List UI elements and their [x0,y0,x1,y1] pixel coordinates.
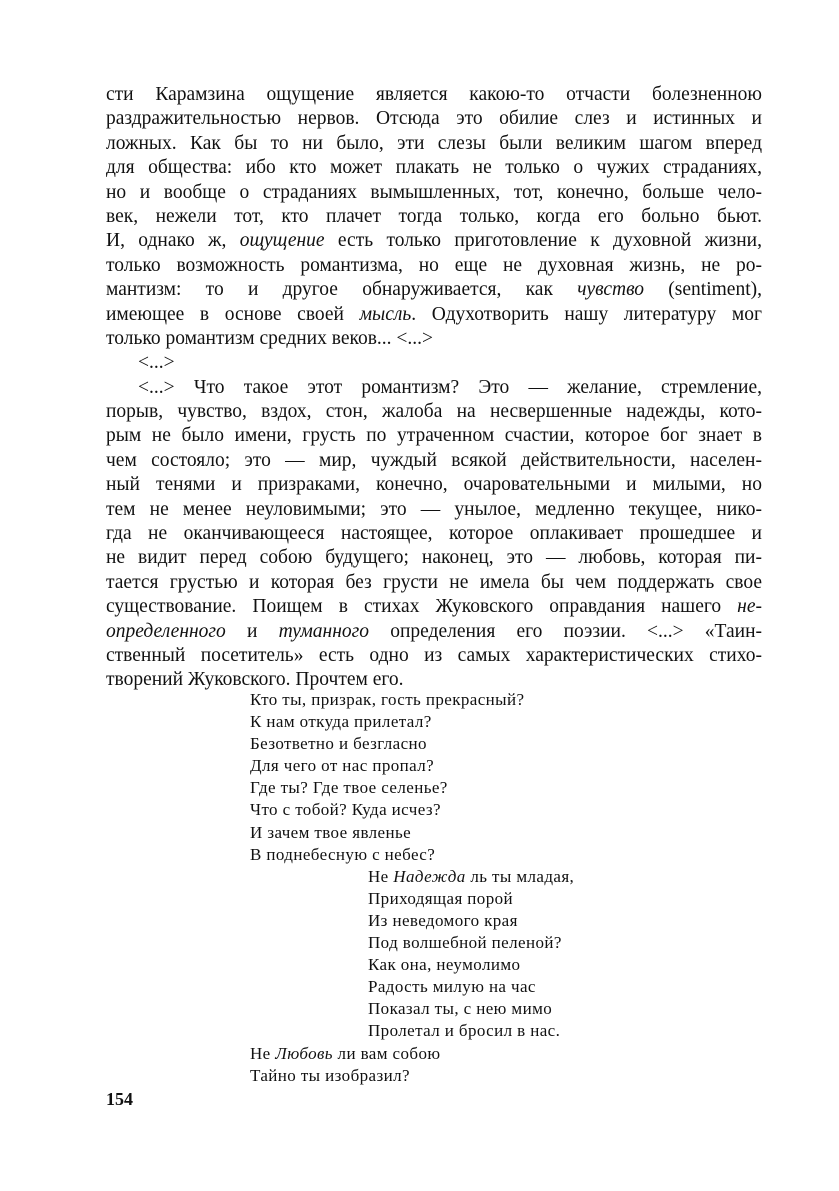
poem-block [250,689,574,1087]
text-run: существование. Поищем в стихах Жуковского оправдания нашего [106,596,738,618]
emphasized-text: Надежда [393,866,466,886]
prose-line: век, нежели тот, кто плачет тогда только, когда его больно бьют. [106,205,762,227]
text-run: Не [368,866,394,886]
prose-line: рым не было имени, грусть по утраченном счастии, которое бог знает в [106,425,762,447]
prose-line: тается грустью и которая без грусти не имела бы чем поддержать свое [106,571,762,593]
verse-line: Кто ты, призрак, гость прекрасный? [250,690,525,709]
prose-line [106,278,762,302]
prose-line: ственный посетитель» есть одно из самых характеристических стихо- [106,644,762,666]
verse-line: Безответно и безгласно [250,734,427,754]
verse-line: В поднебесную с небес? [250,844,436,864]
emphasized-text: ощущение [239,230,325,252]
verse-line [250,1043,574,1065]
emphasized-text: Любовь [275,1043,333,1063]
prose-line: только возможность романтизма, но еще не духовная жизнь, не ро- [106,254,762,276]
prose-line [106,620,762,644]
prose-line: порыв, чувство, вздох, стон, жалоба на несвершенные надежды, кото- [106,401,762,423]
text-run: есть только приготовление к духовной жизни, [324,230,762,252]
verse-line: Что с тобой? Куда исчез? [250,800,441,820]
prose-line: <...> Что такое этот романтизм? Это — желание, стремление, [138,376,762,398]
prose-line: не видит перед собою будущего; наконец, это — любовь, которая пи- [106,547,762,569]
prose-block [106,83,762,693]
verse-line [250,866,574,888]
prose-line [106,595,762,619]
text-run: имеющее в основе своей [106,303,360,325]
text-run: Не [250,1043,276,1063]
verse-line: К нам откуда прилетал? [250,712,432,732]
text-run: мантизм: то и другое обнаруживается, как [106,279,578,301]
verse-line: Радость милую на час [368,977,536,997]
text-run: ли вам собою [332,1043,441,1063]
emphasized-text: чувство [577,279,645,301]
text-run: определения его поэзии. <...> «Таин- [369,620,762,642]
verse-line: Из неведомого края [368,910,518,930]
verse-line: Под волшебной пеленой? [368,933,562,953]
prose-line: только романтизм средних веков... <...> [106,327,434,349]
verse-line: Показал ты, с нею мимо [368,999,553,1019]
text-run: и [225,620,279,642]
verse-line: Пролетал и бросил в нас. [368,1021,561,1041]
prose-line: <...> [138,352,175,374]
emphasized-text: определенного [106,620,226,642]
verse-line: Приходящая порой [368,888,514,908]
emphasized-text: мысль [359,303,412,325]
emphasized-text: не- [737,596,762,618]
verse-line: Тайно ты изобразил? [250,1065,410,1085]
prose-line [106,303,762,327]
prose-line: чем состояло; это — мир, чуждый всякой действительности, населен- [106,449,762,471]
prose-line: раздражительностью нервов. Отсюда это обилие слез и истинных и [106,108,762,130]
emphasized-text: туманного [278,620,370,642]
text-run: И, однако ж, [106,230,240,252]
prose-line [106,229,762,253]
prose-line: ный тенями и призраками, конечно, очаровательными и милыми, но [106,474,762,496]
text-run: . Одухотворить нашу литературу мог [411,303,762,325]
prose-line: но и вообще о страданиях вымышленных, тот, конечно, больше чело- [106,181,762,203]
text-run: ль ты младая, [465,866,575,886]
verse-line: И зачем твое явленье [250,822,412,842]
prose-line: тем не менее неуловимыми; это — унылое, медленно текущее, нико- [106,498,762,520]
verse-line: Как она, неумолимо [368,955,521,975]
text-run: (sentiment), [644,279,762,301]
prose-line: творений Жуковского. Прочтем его. [106,669,404,691]
prose-line: сти Карамзина ощущение является какою-то отчасти болезненною [106,84,762,105]
verse-line: Где ты? Где твое селенье? [250,778,448,798]
prose-line: гда не оканчивающееся настоящее, которое оплакивает прошедшее и [106,523,762,545]
verse-line: Для чего от нас пропал? [250,756,435,776]
prose-line: ложных. Как бы то ни было, эти слезы были великим шагом вперед [106,132,762,154]
prose-line: для общества: ибо кто может плакать не только о чужих страданиях, [106,157,762,179]
page-number: 154 [106,1089,133,1109]
